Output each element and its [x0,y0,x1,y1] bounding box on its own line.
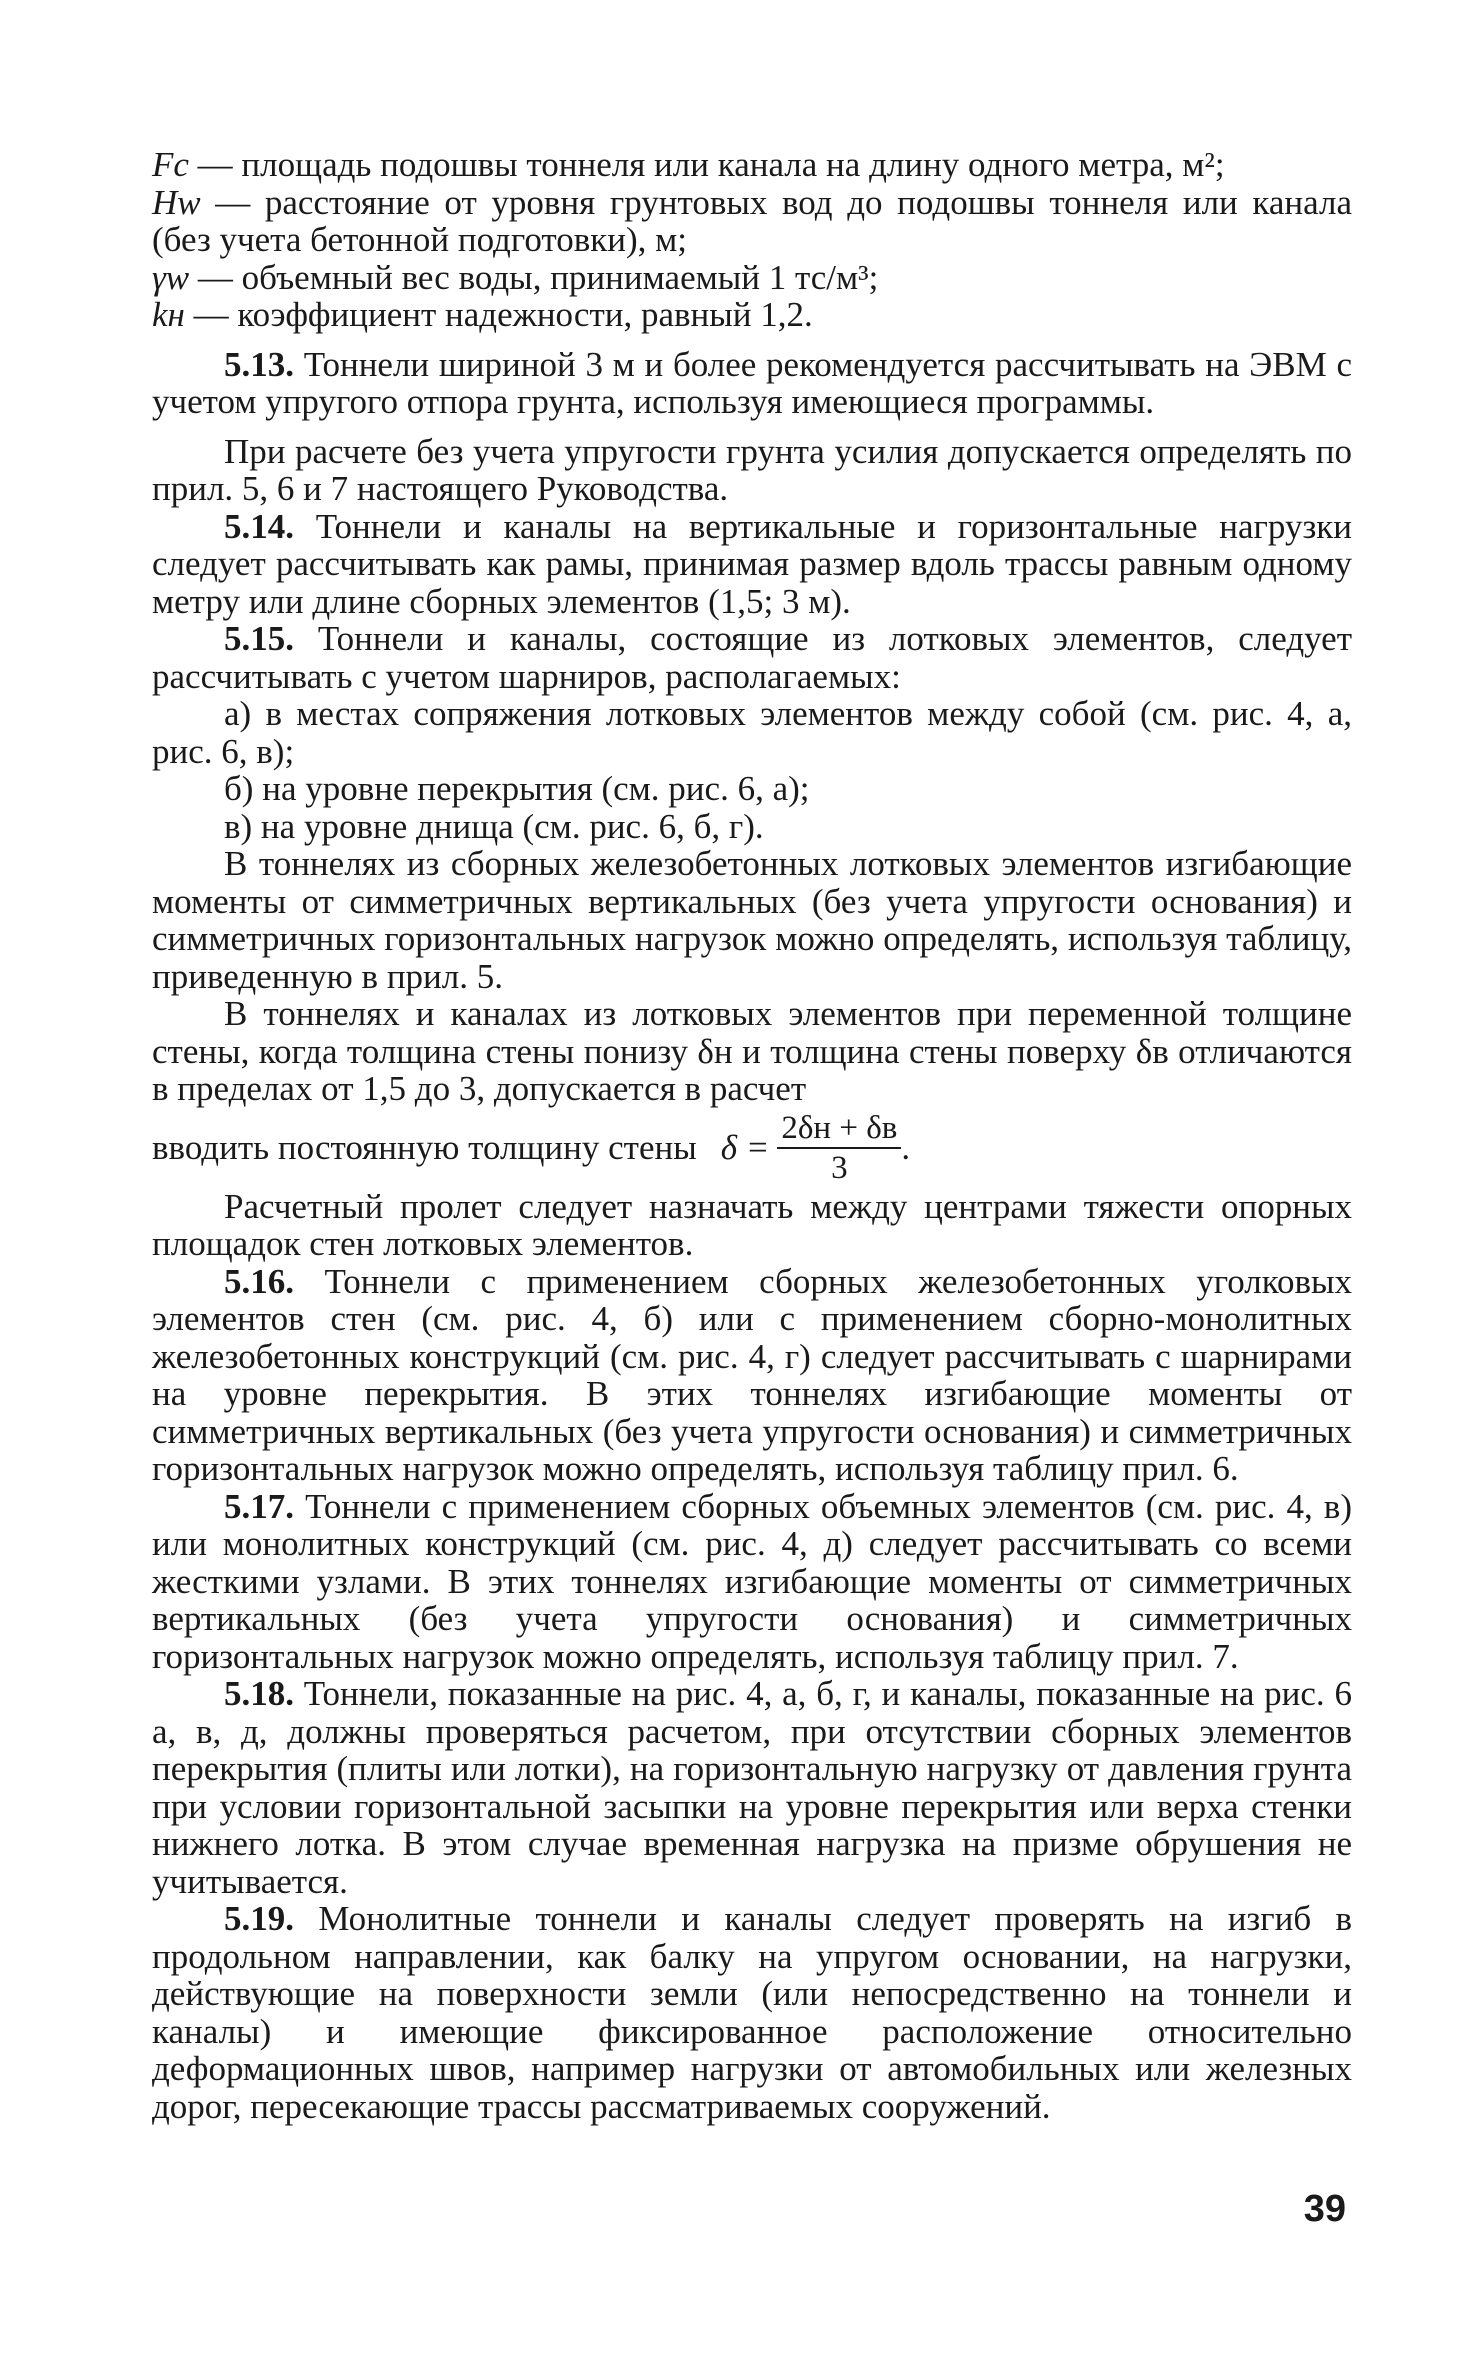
section-number: 5.14. [224,506,294,546]
formula-denominator: 3 [831,1149,848,1186]
section-number: 5.16. [224,1261,294,1301]
definition-text: — расстояние от уровня грунтовых вод до подошвы тоннеля или канала (без учета бетонной подготовки), м; [152,182,1352,259]
definition-kn [152,296,1352,334]
section-number: 5.19. [224,1899,294,1938]
paragraph-prefab [152,845,1352,995]
formula-tail: . [901,1127,911,1167]
paragraph-5-15 [152,620,1352,695]
paragraph-text: Монолитные тоннели и каналы следует проверять на изгиб в продольном направлении, как балку на упругом основании, на нагрузки, действующие на поверхности земли (или непосредственно на тоннели и каналы) и имеющие фиксированное расположение относительно деформационных швов, например нагрузки от автомобильных или железных дорог, пересекающие трассы рассматриваемых сооружений. [152,1899,1352,2126]
paragraph-span [152,1188,1352,1263]
list-item-v [152,808,1352,846]
paragraph-text: Тоннели и каналы, состоящие из лотковых элементов, следует рассчитывать с учетом шарниров, располагаемых: [152,619,1352,696]
list-item-a [152,695,1352,770]
definition-hw [152,184,1352,259]
definition-symbol: γw [152,257,190,297]
paragraph-text: В тоннелях из сборных железобетонных лотковых элементов изгибающие моменты от симметричных вертикальных (без учета упругости основания) и симметричных горизонтальных нагрузок можно определять, используя таблицу, приведенную в прил. 5. [152,844,1352,996]
thickness-formula [721,1109,910,1187]
paragraph-variable-thickness [152,995,1352,1108]
paragraph-text: Тоннели и каналы на вертикальные и горизонтальные нагрузки следует рассчитывать как рамы, принимая размер вдоль трассы равным одному метру или длине сборных элементов (1,5; 3 м). [152,506,1352,621]
paragraph-5-18 [152,1675,1352,1900]
paragraph-5-13 [152,346,1352,421]
section-number: 5.18. [224,1674,294,1713]
formula-fraction [777,1109,901,1187]
definition-symbol: Fc [152,145,189,184]
paragraph-text: б) на уровне перекрытия (см. рис. 6, а); [224,769,810,808]
paragraph-text: Тоннели с применением сборных железобетонных уголковых элементов стен (см. рис. 4, б) или с применением сборно-монолитных железобетонных конструкций (см. рис. 4, г) следует рассчитывать с шарнирами на уровне перекрытия. В этих тоннелях изгибающие моменты от симметричных вертикальных (без учета упругости основания) и симметричных горизонтальных нагрузок можно определять, используя таблицу прил. 6. [152,1261,1352,1488]
paragraph-text: Тоннели шириной 3 м и более рекомендуется рассчитывать на ЭВМ с учетом упругого отпора грунта, используя имеющиеся программы. [152,344,1352,421]
formula-line [152,1108,1352,1188]
definitions-list [152,146,1352,334]
section-number: 5.13. [224,344,294,384]
paragraph-5-17 [152,1488,1352,1676]
paragraph-text: При расчете без учета упругости грунта усилия допускается определять по прил. 5, 6 и 7 настоящего Руководства. [152,431,1352,508]
definition-text: — объемный вес воды, принимаемый 1 тс/м³; [189,257,879,297]
definition-text: — коэффициент надежности, равный 1,2. [184,295,813,334]
page-number: 39 [1303,2188,1346,2230]
definition-gamma-w [152,259,1352,297]
definition-text: — площадь подошвы тоннеля или канала на длину одного метра, м²; [188,145,1225,184]
paragraph-5-14 [152,508,1352,621]
section-number: 5.17. [224,1486,294,1526]
page-body [152,146,1352,2125]
paragraph-elastic [152,433,1352,508]
paragraph-5-19 [152,1900,1352,2125]
paragraph-text: В тоннелях и каналах из лотковых элементов при переменной толщине стены, когда толщина стены понизу δн и толщина стены поверху δв отличаются в пределах от 1,5 до 3, допускается в расчет [152,994,1352,1108]
list-item-b [152,770,1352,808]
definition-fc [152,146,1352,184]
section-number: 5.15. [224,619,294,658]
paragraph-text: Расчетный пролет следует назначать между центрами тяжести опорных площадок стен лотковых элементов. [152,1186,1352,1263]
definition-symbol: kн [152,295,185,334]
paragraph-text: в) на уровне днища (см. рис. 6, б, г). [224,806,764,846]
formula-lead-text: вводить постоянную толщину стены [152,1127,697,1167]
formula-lhs: δ = [720,1127,770,1167]
paragraph-text: а) в местах сопряжения лотковых элементов между собой (см. рис. 4, а, рис. 6, в); [152,694,1352,771]
definition-symbol: Hw [152,182,201,222]
paragraph-text: Тоннели с применением сборных объемных элементов (см. рис. 4, в) или монолитных конструкций (см. рис. 4, д) следует рассчитывать со всеми жесткими узлами. В этих тоннелях изгибающие моменты от симметричных вертикальных (без учета упругости основания) и симметричных горизонтальных нагрузок можно определять, используя таблицу прил. 7. [152,1486,1352,1676]
formula-numerator: 2δн + δв [777,1109,901,1149]
paragraph-5-16 [152,1263,1352,1488]
paragraph-text: Тоннели, показанные на рис. 4, а, б, г, и каналы, показанные на рис. 6 а, в, д, должны проверяться расчетом, при отсутствии сборных элементов перекрытия (плиты или лотки), на горизонтальную нагрузку от давления грунта при условии горизонтальной засыпки на уровне перекрытия или верха стенки нижнего лотка. В этом случае временная нагрузка на призме обрушения не учитывается. [152,1674,1352,1901]
